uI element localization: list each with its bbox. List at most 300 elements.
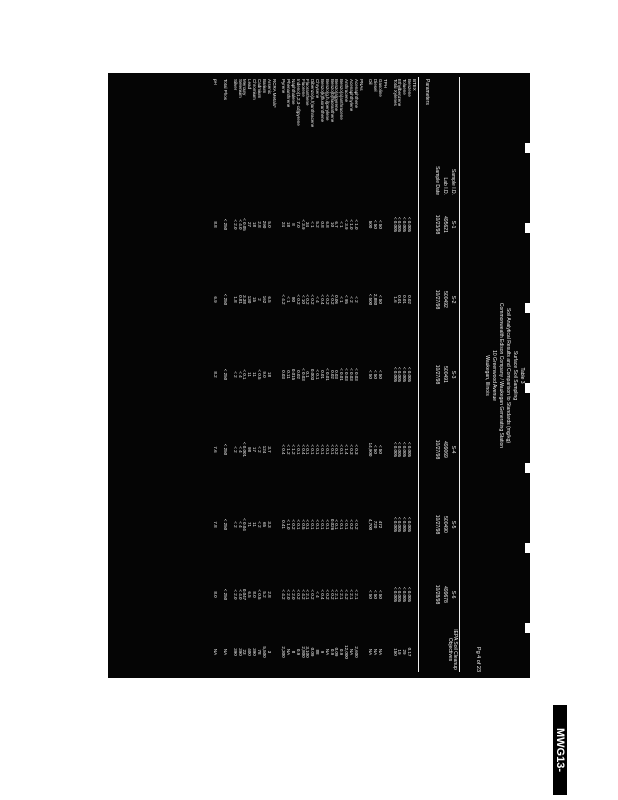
table-row: [343, 77, 348, 672]
value-cell: 0.8: [319, 221, 325, 228]
value-cell: < 0.5: [257, 369, 262, 380]
sample-date-cell: 10/27/98: [434, 439, 440, 460]
sample-id-cell: S-1: [450, 220, 456, 229]
sample-date-cell: 10/28/98: [434, 584, 440, 605]
value-cell: 80: [290, 296, 296, 302]
value-cell: < 250: [223, 368, 229, 381]
value-cell: < 50: [373, 590, 379, 599]
parameter-name: Phenanthrene: [286, 79, 292, 108]
value-cell: 24: [281, 221, 287, 227]
standard-cell: NA: [223, 648, 229, 656]
parameter-name: Toluene: [402, 79, 408, 95]
standard-cell: 8: [290, 650, 296, 654]
parameters-label: Parameters: [424, 79, 430, 105]
value-cell: < 2: [232, 446, 238, 453]
table-row: [276, 77, 281, 672]
value-cell: < 0.1: [310, 519, 316, 530]
value-cell: < 2.1: [305, 589, 311, 600]
value-cell: < 0.1: [305, 444, 311, 455]
value-cell: < 2.0: [232, 219, 238, 230]
value-cell: 11: [252, 522, 258, 527]
value-cell: < 50: [373, 370, 379, 379]
standard-cell: 3,100: [305, 646, 311, 658]
value-cell: 0.81: [237, 295, 243, 304]
value-cell: < 0.03: [349, 368, 355, 381]
sample-lab-cell: 500492: [442, 291, 448, 308]
standard-cell: 19: [397, 649, 403, 655]
value-cell: < 50: [368, 370, 374, 379]
value-cell: 4,700: [368, 518, 374, 531]
value-cell: < 0.1: [295, 519, 301, 530]
value-cell: 5.2: [315, 221, 321, 228]
standard-cell: 23: [242, 649, 248, 655]
value-cell: < 2: [349, 296, 355, 303]
parameter-name: Chromium: [252, 79, 258, 100]
value-cell: 6.7: [334, 221, 340, 228]
value-cell: < 0.4: [300, 444, 306, 455]
value-cell: < 0.4: [281, 444, 287, 455]
value-cell: 0.02: [329, 370, 335, 379]
parameter-name: Cadmium: [257, 79, 262, 99]
value-cell: < 0.2: [329, 589, 335, 600]
value-cell: < 0.4: [319, 589, 325, 600]
value-cell: 290: [261, 220, 267, 229]
value-cell: < 1.4: [344, 444, 350, 455]
value-cell: < 2.1: [339, 589, 345, 600]
standard-cell: 2,300: [281, 646, 287, 658]
value-cell: < 0.005: [407, 441, 413, 458]
value-cell: < 0.005: [407, 586, 413, 603]
column-header: [418, 77, 460, 672]
standard-cell: NA: [213, 648, 219, 656]
standard-cell: 0.9: [339, 648, 345, 656]
value-cell: 10: [329, 221, 335, 227]
value-cell: 65: [261, 521, 267, 527]
value-cell: 9.0: [261, 371, 267, 378]
table-subtitle-5: Waukegan, Illinois: [484, 355, 490, 396]
table-row: [222, 77, 227, 672]
value-cell: < 0.4: [319, 294, 325, 305]
value-cell: < 2: [257, 446, 262, 453]
value-cell: < 4.2: [281, 294, 287, 305]
value-cell: 8.2: [213, 371, 219, 378]
table-row: [392, 77, 397, 672]
table-row: [232, 77, 237, 672]
standard-cell: 0.09: [334, 647, 340, 657]
value-cell: 124: [261, 445, 267, 454]
value-cell: 3.38: [242, 295, 248, 304]
standard-cell: 400: [247, 648, 253, 656]
film-hole: [525, 383, 531, 393]
value-cell: < 1: [286, 296, 292, 303]
value-cell: < 250: [223, 588, 229, 601]
value-cell: < 4: [237, 521, 243, 528]
parameter-name: Arsenic: [266, 79, 272, 95]
value-cell: 500: [368, 220, 374, 229]
value-cell: 8.0: [213, 591, 219, 598]
table-row: [314, 77, 319, 672]
value-cell: < 0.1: [324, 519, 330, 530]
table-row: [309, 77, 314, 672]
film-hole: [525, 543, 531, 553]
value-cell: < 0.2: [329, 294, 335, 305]
value-cell: < 0.1: [329, 444, 335, 455]
value-cell: < 0.2: [310, 589, 316, 600]
table-row: [368, 77, 373, 672]
value-cell: < 0.03: [300, 368, 306, 381]
film-hole: [525, 143, 531, 153]
value-cell: < 0.005: [407, 366, 413, 383]
value-cell: 0.01: [397, 295, 403, 304]
value-cell: 8: [290, 223, 296, 226]
value-cell: 6.5: [266, 296, 272, 303]
value-cell: < 0.05: [242, 218, 248, 231]
value-cell: 0.01: [319, 370, 325, 379]
sample-lab-cell: 495621: [442, 216, 448, 233]
value-cell: < 0.1: [334, 519, 340, 530]
table-row: [387, 77, 392, 672]
parameter-name: Fluoranthene: [305, 79, 311, 106]
parameter-name: Pyrene: [281, 79, 287, 94]
value-cell: < 0.005: [402, 366, 408, 383]
value-cell: < 0.1: [324, 444, 330, 455]
table-header: [482, 73, 524, 678]
value-cell: < 4: [315, 591, 321, 598]
value-cell: < 0.005: [397, 441, 403, 458]
value-cell: < 0.2: [334, 444, 340, 455]
value-cell: 162: [261, 295, 267, 304]
parameter-name: Benzo(k)fluoranthene: [319, 79, 325, 123]
standard-cell: 29: [402, 649, 408, 655]
parameter-name: TPH: [382, 79, 388, 88]
standard-cell: 9: [319, 650, 325, 654]
value-cell: < 0.1: [310, 444, 316, 455]
parameter-name: Lead: [247, 79, 253, 90]
value-cell: 5.0: [266, 221, 272, 228]
standard-cell: 3: [266, 650, 272, 654]
parameter-name: Naphthalene: [290, 79, 296, 105]
value-cell: < 0.04: [242, 518, 248, 531]
value-cell: < 0.2: [310, 294, 316, 305]
value-cell: < 2.1: [349, 589, 355, 600]
value-cell: 0.01: [402, 295, 408, 304]
value-cell: 11: [247, 372, 253, 377]
value-cell: < 1: [310, 221, 316, 228]
value-cell: 2: [257, 298, 262, 301]
value-cell: 3.3: [266, 521, 272, 528]
value-cell: < 0.005: [392, 441, 398, 458]
standard-cell: 150: [392, 648, 398, 656]
standard-cell: NA: [368, 648, 374, 656]
sample-date-cell: 10/27/98: [434, 364, 440, 385]
value-cell: < 0.3: [353, 444, 359, 455]
sample-id-cell: S-6: [450, 590, 456, 599]
value-cell: < 4: [237, 446, 243, 453]
sample-id-cell: S-5: [450, 520, 456, 529]
parameter-name: Benzo(g,h,i)perylene: [324, 79, 330, 121]
value-cell: 0.03: [281, 370, 287, 379]
value-cell: < 0.01: [339, 368, 345, 381]
value-cell: < 0.2: [349, 519, 355, 530]
table-subtitle-4: 10 Greenwood Avenue: [491, 350, 497, 401]
table-row: [372, 77, 377, 672]
value-cell: < 0.005: [392, 216, 398, 233]
value-cell: < 0.005: [402, 441, 408, 458]
parameter-name: Acenaphthylene: [349, 79, 355, 112]
standard-cell: 2,600: [353, 646, 359, 658]
value-cell: < 0.1: [315, 444, 321, 455]
parameter-name: Acenaphthene: [353, 79, 359, 109]
table-row: [217, 77, 222, 672]
value-cell: < 2.0: [286, 589, 292, 600]
table-row: [406, 77, 411, 672]
value-cell: 1.6: [392, 296, 398, 303]
parameter-name: Benzo(a)anthracene: [339, 79, 345, 120]
value-cell: 18: [266, 371, 272, 377]
value-cell: < 1.2: [290, 444, 296, 455]
value-cell: < 0.005: [407, 516, 413, 533]
table-row: [339, 77, 344, 672]
value-cell: 2.8: [257, 221, 262, 228]
value-cell: < 0.005: [392, 586, 398, 603]
table-subtitle-2: Soil Analytical Results and Comparison to Standards (mg/kg): [505, 307, 511, 444]
film-hole: [525, 303, 531, 313]
value-cell: < 2: [232, 371, 238, 378]
value-cell: 0.02: [295, 370, 301, 379]
sample-date-cell: 10/27/98: [434, 289, 440, 310]
standard-cell: 5,500: [261, 646, 267, 658]
sample-id-cell: S-2: [450, 295, 456, 304]
value-cell: 1.8: [232, 296, 238, 303]
value-cell: < 0.5: [300, 519, 306, 530]
value-cell: 0.03: [334, 370, 340, 379]
value-cell: < 2.1: [334, 589, 340, 600]
table-row: [246, 77, 251, 672]
value-cell: 7.8: [213, 521, 219, 528]
value-cell: < 0.1: [339, 519, 345, 530]
value-cell: 98: [247, 446, 253, 452]
table-row: [251, 77, 256, 672]
value-cell: < 0.1: [305, 519, 311, 530]
standard-cell: NA: [286, 648, 292, 656]
value-cell: < 1.0: [353, 219, 359, 230]
value-cell: < 4: [237, 371, 243, 378]
parameter-name: Oil: [368, 79, 374, 85]
value-cell: < 1: [339, 296, 345, 303]
value-cell: < 4.2: [281, 589, 287, 600]
parameter-name: Fluorene: [300, 79, 306, 97]
value-cell: 0.015: [290, 368, 296, 381]
standard-cell: 2,800: [300, 646, 306, 658]
parameter-name: RCRA Metals*: [271, 79, 277, 108]
value-cell: 0.1: [305, 371, 311, 378]
value-cell: 0.41: [281, 520, 287, 529]
parameter-name: Benzo(a)pyrene: [334, 79, 340, 112]
value-cell: 2.8: [266, 591, 272, 598]
sample-date-cell: 10/23/98: [434, 214, 440, 235]
standard-cell: NA: [378, 648, 384, 656]
value-cell: < 1: [339, 221, 345, 228]
value-cell: 2,880: [373, 293, 379, 306]
standard-cell: NA: [349, 648, 355, 656]
parameter-name: Chrysene: [315, 79, 321, 99]
value-cell: < 2: [232, 521, 238, 528]
value-cell: < 2: [257, 521, 262, 528]
value-cell: < 1.2: [286, 444, 292, 455]
value-cell: 71: [247, 521, 253, 527]
value-cell: 27: [247, 221, 253, 227]
value-cell: 0.047: [242, 588, 248, 601]
value-cell: 8.0: [252, 591, 258, 598]
parameter-name: Mercury: [242, 79, 248, 96]
standard-cell: 390: [232, 648, 238, 656]
parameter-name: Barium: [261, 79, 267, 94]
sample-lab-cell: 499069: [442, 441, 448, 458]
value-cell: < 0.005: [397, 516, 403, 533]
value-cell: < 0.005: [392, 366, 398, 383]
value-cell: < 0.005: [392, 516, 398, 533]
sample-lab-cell: 500490: [442, 516, 448, 533]
value-cell: 6.9: [213, 296, 219, 303]
label-sample-date: Sample Date: [434, 166, 440, 195]
value-cell: 15: [252, 296, 258, 302]
value-cell: < 0.03: [344, 368, 350, 381]
value-cell: < 250: [223, 218, 229, 231]
sample-date-cell: 10/27/98: [434, 514, 440, 535]
film-hole: [525, 463, 531, 473]
parameter-name: Gasoline: [378, 79, 384, 97]
value-cell: < 50: [373, 445, 379, 454]
value-cell: < 250: [223, 518, 229, 531]
parameter-name: Total Phos: [223, 79, 229, 101]
value-cell: < 500: [368, 293, 374, 306]
standard-header: IEPA Soil Cleanup Objectives: [447, 629, 458, 670]
table-row: [363, 77, 368, 672]
value-cell: < 50: [368, 590, 374, 599]
value-cell: 0.026: [329, 518, 335, 531]
parameter-name: Silver: [232, 79, 238, 91]
parameter-name: pH: [213, 79, 219, 85]
value-cell: < 4.0: [237, 219, 243, 230]
value-cell: < 50: [378, 370, 384, 379]
value-cell: < 10: [300, 295, 306, 304]
film-hole: [525, 223, 531, 233]
label-lab-id: Lab I.D.: [442, 177, 448, 195]
value-cell: 0.02: [407, 295, 413, 304]
standard-cell: 390: [237, 648, 243, 656]
value-cell: < 0.1: [315, 519, 321, 530]
value-cell: < 0.2: [324, 294, 330, 305]
value-cell: < 0.2: [305, 294, 311, 305]
value-cell: < 0.03: [353, 368, 359, 381]
table-subtitle-3: Commonwealth Edison Company / Waukegan Generating Station: [498, 302, 504, 449]
value-cell: < 0.2: [353, 519, 359, 530]
value-cell: < 50: [373, 220, 379, 229]
table-row: [401, 77, 406, 672]
value-cell: < 2: [353, 296, 359, 303]
data-table: [213, 77, 416, 672]
standard-cell: 390: [252, 648, 258, 656]
value-cell: < 95: [344, 295, 350, 304]
value-cell: < 0.2: [295, 294, 301, 305]
value-cell: < 250: [223, 293, 229, 306]
value-cell: 11: [252, 372, 258, 377]
value-cell: < 2.1: [353, 589, 359, 600]
sample-id-cell: S-4: [450, 445, 456, 454]
standard-cell: 0.9: [329, 648, 335, 656]
value-cell: < 250: [223, 443, 229, 456]
bates-stamp: [540, 705, 603, 795]
value-cell: 6.8: [324, 221, 330, 228]
value-cell: 6.5: [247, 591, 253, 598]
value-cell: < 0.1: [319, 444, 325, 455]
value-cell: 7.6: [213, 446, 219, 453]
standard-cell: 12,000: [344, 645, 350, 659]
parameter-name: Benzo(b)fluoranthene: [329, 79, 335, 123]
sample-lab-cell: 500491: [442, 366, 448, 383]
value-cell: 14,900: [368, 442, 374, 457]
standard-cell: 0.9: [295, 648, 301, 656]
value-cell: < 0.005: [397, 366, 403, 383]
parameter-name: BTEX: [412, 79, 417, 91]
table-row: [280, 77, 285, 672]
value-cell: < 2.0: [290, 589, 296, 600]
value-cell: < 0.01: [324, 368, 330, 381]
standard-cell: 0.17: [407, 647, 413, 657]
value-cell: < 4.0: [237, 589, 243, 600]
value-cell: < 0.5: [257, 589, 262, 600]
value-cell: < 4: [315, 296, 321, 303]
value-cell: 0.11: [286, 370, 292, 379]
parameter-name: Anthracene: [344, 79, 350, 103]
value-cell: < 0.1: [339, 444, 345, 455]
value-cell: < 0.1: [319, 519, 325, 530]
value-cell: 5.2: [261, 591, 267, 598]
value-cell: < 50: [378, 590, 384, 599]
parameter-name: Indeno(1,2,3-cd)pyrene: [295, 79, 301, 126]
standard-cell: 78: [257, 649, 262, 655]
value-cell: 0.003: [310, 368, 316, 381]
value-cell: < 0.2: [324, 589, 330, 600]
sample-id-cell: S-3: [450, 370, 456, 379]
parameter-name: Benzene: [407, 79, 413, 97]
bates-number: MWG13-15_45606: [553, 705, 567, 795]
value-cell: < 1.0: [349, 219, 355, 230]
value-cell: 34: [305, 221, 311, 227]
rotated-table-page: [108, 73, 530, 678]
table-subtitle-1: Surface Soil Sampling: [512, 350, 518, 401]
label-sample-id: Sample I.D.: [450, 168, 456, 195]
value-cell: 7.0: [295, 221, 301, 228]
value-cell: 18: [286, 221, 292, 227]
value-cell: 8.8: [213, 221, 219, 228]
parameter-name: Diesel: [373, 79, 379, 92]
value-cell: < 0.1: [344, 519, 350, 530]
value-cell: < 0.005: [397, 216, 403, 233]
value-cell: < 0.2: [290, 519, 296, 530]
value-cell: < 2.0: [232, 589, 238, 600]
value-cell: 720: [373, 520, 379, 529]
value-cell: < 3.9: [300, 219, 306, 230]
value-cell: < 4.2: [344, 589, 350, 600]
parameter-name: Dibenzo(a,h)anthracene: [310, 79, 316, 128]
value-cell: < 0.2: [295, 589, 301, 600]
table-row: [213, 77, 218, 672]
value-cell: < 0.005: [402, 516, 408, 533]
value-cell: < 0.1: [315, 369, 321, 380]
page-number: Pg 4 of 23: [475, 646, 481, 672]
value-cell: < 0.3: [349, 444, 355, 455]
